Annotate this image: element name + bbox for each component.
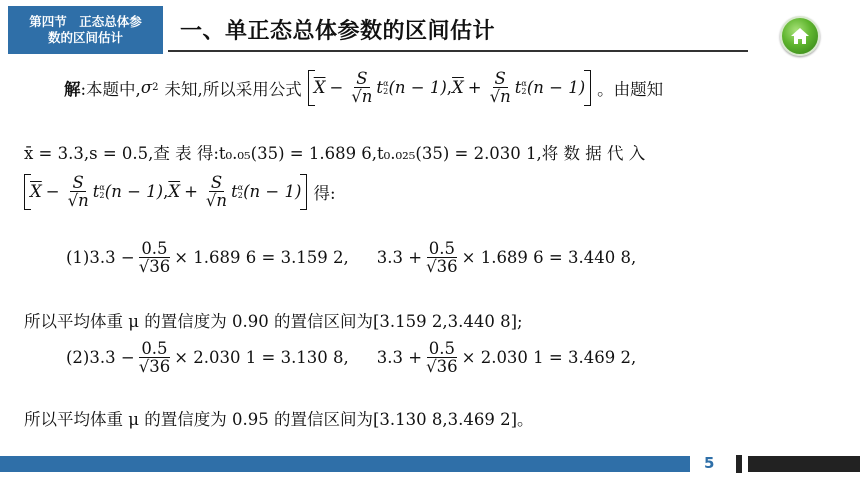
comma: , [163,182,169,202]
alpha-half: α 2 [383,78,389,96]
fraction [204,174,229,210]
numerator: S [210,173,223,192]
n-minus-1: (n − 1) [104,182,164,202]
numerator: S [72,173,84,192]
t: t [231,182,238,202]
sigma-symbol: σ [140,78,153,98]
denominator: √36 [138,257,171,277]
fraction [349,70,374,106]
section-badge-line2: 数的区间估计 [47,30,123,45]
title-divider [168,50,748,52]
numerator: S [494,69,506,88]
denominator: √36 [426,257,458,277]
fraction [66,174,91,210]
case-2-conclusion: 所以平均体重 μ 的置信度为 0.95 的置信区间为[3.130 8,3.469 2]。 [24,410,534,429]
xbar: $\overline{X}$ [313,78,326,98]
text: × 2.030 1 = 3.130 8, [174,348,349,368]
alpha-half: α 2 [237,182,244,200]
text: (1)3.3 − [66,248,135,268]
fraction [424,340,460,376]
alpha-half: α 2 [521,78,527,96]
denominator: √n [351,87,373,107]
denominator: √36 [138,357,171,377]
denominator: √n [489,87,511,107]
text: × 1.689 6 = 3.159 2, [174,248,349,268]
text: 得: [313,183,336,203]
footer-bar-dark [748,456,860,472]
numerator: S [356,69,368,88]
section-badge-line1: 第四节 正态总体参 [29,14,142,29]
solution-line-3 [24,174,336,210]
xbar: $\overline{X}$ [452,78,464,98]
text: × 2.030 1 = 3.469 2, [461,348,637,368]
t: t [376,78,384,98]
t: t [514,78,522,98]
denominator: √n [205,191,228,211]
xbar: $\overline{X}$ [30,182,42,202]
numerator: 0.5 [428,239,455,258]
solution-label: 解 [64,79,81,99]
text: 。由题知 [597,79,664,99]
text: :本题中, [80,79,141,99]
home-button[interactable] [780,16,820,56]
t: t [92,182,100,202]
interval-formula [24,174,307,210]
text: 未知,所以采用公式 [164,79,302,99]
plus: + [184,182,198,202]
home-icon [790,26,810,46]
xbar: $\overline{X}$ [168,182,181,202]
fraction [424,240,460,276]
case-1-conclusion: 所以平均体重 μ 的置信度为 0.90 的置信区间为[3.159 2,3.440 8]; [24,312,523,331]
fraction [137,240,173,276]
footer-tick [736,455,742,473]
text: × 1.689 6 = 3.440 8, [461,248,637,268]
denominator: √n [67,191,89,211]
n-minus-1: (n − 1) [243,182,302,202]
interval-formula [308,70,591,106]
footer-bar [0,456,690,472]
minus: − [45,182,60,202]
numerator: 0.5 [428,339,455,358]
fraction [137,340,173,376]
n-minus-1: (n − 1) [388,78,447,98]
case-1-computation [66,240,636,276]
section-badge [8,6,163,54]
case-2-computation [66,340,636,376]
text: (2)3.3 − [66,348,135,368]
sigma-exponent: 2 [152,82,159,94]
solution-line-2: x̄ = 3.3,s = 0.5,查 表 得:t₀.₀₅(35) = 1.689 6,t₀.₀₂₅(35) = 2.030 1,将 数 据 代 入 [24,144,646,163]
minus: − [329,78,344,98]
page-number: 5 [704,454,715,472]
numerator: 0.5 [141,239,168,258]
numerator: 0.5 [141,339,168,358]
alpha-half: α 2 [99,182,105,200]
denominator: √36 [426,357,458,377]
page-title: 一、单正态总体参数的区间估计 [180,19,496,44]
n-minus-1: (n − 1) [526,78,586,98]
comma: , [446,78,453,98]
fraction [488,70,513,106]
text: 3.3 + [376,248,423,268]
plus: + [467,78,482,98]
text: 3.3 + [376,348,423,368]
solution-line-1 [64,70,663,106]
